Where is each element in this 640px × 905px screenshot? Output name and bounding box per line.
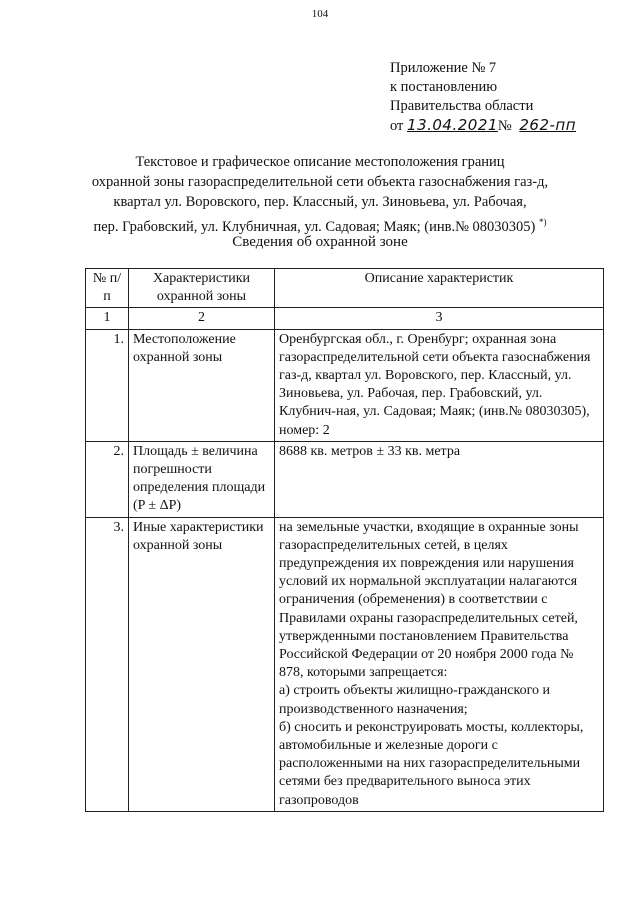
index-col-3: 3 [275,308,604,329]
handwritten-date: 13.04.2021 [407,116,498,134]
restriction-item-b: б) сносить и реконструировать мосты, коллекторы, автомобильные и железные дороги с расположенными на них газораспределительными сетями без предварительного выноса этих газопроводов [279,719,584,808]
row-description: 8688 кв. метров ± 33 кв. метра [275,441,604,517]
header-description: Описание характеристик [275,269,604,308]
row-num: 2. [86,441,129,517]
from-label: от [390,118,404,134]
table-index-row [86,308,604,329]
document-title [40,152,600,237]
header-num: № п/п [86,269,129,308]
page-number: 104 [311,8,329,20]
table-row [86,441,604,517]
row-characteristic: Иные характеристики охранной зоны [129,517,275,811]
title-footnote-mark: *) [539,217,547,227]
appendix-line-3: Правительства области [390,98,534,114]
row-characteristic: Площадь ± величина погрешности определения площади (P ± ΔP) [129,441,275,517]
row-description-cell [275,517,604,811]
appendix-line-2: к постановлению [390,79,498,95]
appendix-date-line [390,116,576,136]
index-col-2: 2 [129,308,275,329]
appendix-line-1: Приложение № 7 [390,60,497,76]
title-line-4: пер. Грабовский, ул. Клубничная, ул. Садовая; Маяк; (инв.№ 08030305) [93,218,536,235]
appendix-block [390,59,576,136]
number-label: № [497,118,512,134]
title-line-3: квартал ул. Воровского, пер. Классный, ул. Зиновьева, ул. Рабочая, [113,194,527,210]
table-header-row [86,269,604,308]
row-num: 3. [86,517,129,811]
handwritten-number: 262-пп [519,116,577,134]
restriction-item-a: а) строить объекты жилищно-гражданского и производственного назначения; [279,683,550,717]
row-description: Оренбургская обл., г. Оренбург; охранная зона газораспределительной сети объекта газоснабжения газ-д, квартал ул. Воровского, пер. Классный, ул. Зиновьева, ул. Рабочая, пер. Грабовский, ул. Клубнич-ная, ул. Садовая; Маяк; (инв.№ 08030305), номер: 2 [275,329,604,441]
zone-table [85,268,604,812]
header-characteristic: Характеристики охранной зоны [129,269,275,308]
table-row [86,329,604,441]
title-line-1: Текстовое и графическое описание местоположения границ [135,154,505,170]
index-col-1: 1 [86,308,129,329]
row-characteristic: Местоположение охранной зоны [129,329,275,441]
section-subtitle: Сведения об охранной зоне [232,234,408,250]
row-description: на земельные участки, входящие в охранные зоны газораспределительных сетей, в целях предупреждения их повреждения или нарушения условий их нормальной эксплуатации налагаются ограничения (обременения) в соответствии с Правилами охраны газораспределительных сетей, утвержденными постановлением Правительства Российской Федерации от 20 ноября 2000 года № 878, которыми запрещается: [279,519,579,681]
title-line-2: охранной зоны газораспределительной сети объекта газоснабжения газ-д, [91,174,549,190]
table-row [86,517,604,811]
row-num: 1. [86,329,129,441]
